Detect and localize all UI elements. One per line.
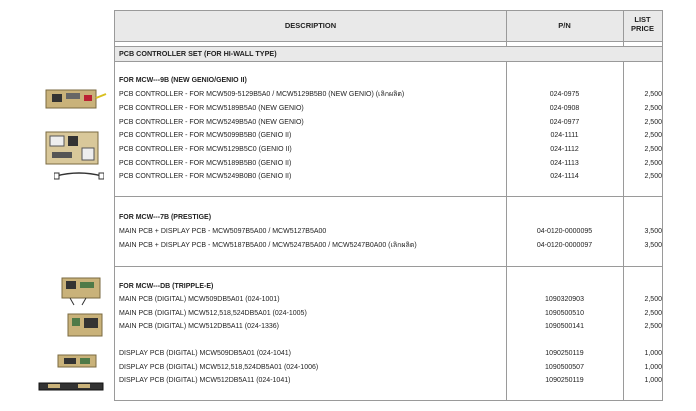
section-band bbox=[115, 46, 662, 62]
group-title-row: FOR MCW---DB (TRIPPLE-E) bbox=[119, 283, 214, 290]
table-row: MAIN PCB (DIGITAL) MCW509DB5A01 (024-1001) 1090320903 2,500 bbox=[119, 296, 662, 303]
product-images bbox=[0, 0, 114, 411]
header-pn: P/N bbox=[558, 21, 571, 30]
table-row: MAIN PCB + DISPLAY PCB - MCW5187B5A00 / MCW5247B5A00 / MCW5247B0A00 (เลิกผลิต) 04-0120-0000097 3,500 bbox=[119, 242, 662, 249]
table-row: DISPLAY PCB (DIGITAL) MCW512DB5A11 (024-1041) 1090250119 1,000 bbox=[119, 377, 662, 384]
display-pcb-image-2 bbox=[38, 380, 104, 392]
price-table bbox=[114, 10, 663, 401]
header-list: LIST bbox=[634, 15, 651, 24]
column-divider bbox=[506, 11, 507, 400]
header-description: DESCRIPTION bbox=[284, 21, 337, 30]
table-row: DISPLAY PCB (DIGITAL) MCW512,518,524DB5A01 (024-1006) 1090500507 1,000 bbox=[119, 364, 662, 371]
table-row: PCB CONTROLLER - FOR MCW5129B5C0 (GENIO II) 024-1112 2,500 bbox=[119, 146, 662, 153]
group-divider bbox=[115, 266, 662, 267]
display-pcb-image bbox=[56, 352, 100, 370]
pcb-controller-image bbox=[44, 86, 108, 114]
pcb-controller-image-2 bbox=[44, 130, 102, 168]
group-title-row: FOR MCW---9B (NEW GENIO/GENIO II) bbox=[119, 77, 247, 84]
table-row: PCB CONTROLLER - FOR MCW509-5129B5A0 / MCW5129B5B0 (NEW GENIO) (เลิกผลิต) 024-0975 2,500 bbox=[119, 91, 662, 98]
table-row: DISPLAY PCB (DIGITAL) MCW509DB5A01 (024-1041) 1090250119 1,000 bbox=[119, 350, 662, 357]
table-row: MAIN PCB (DIGITAL) MCW512,518,524DB5A01 (024-1005) 1090500510 2,500 bbox=[119, 310, 662, 317]
group-title-row: FOR MCW---7B (PRESTIGE) bbox=[119, 214, 212, 221]
table-row: MAIN PCB (DIGITAL) MCW512DB5A11 (024-1336) 1090500141 2,500 bbox=[119, 323, 662, 330]
table-header bbox=[115, 11, 662, 42]
table-row: PCB CONTROLLER - FOR MCW5189B5A0 (NEW GENIO) 024-0908 2,500 bbox=[119, 105, 662, 112]
main-pcb-digital-image-2 bbox=[66, 312, 106, 340]
column-divider bbox=[623, 11, 624, 400]
header-price: PRICE bbox=[631, 24, 654, 33]
table-row: PCB CONTROLLER - FOR MCW5249B0B0 (GENIO II) 024-1114 2,500 bbox=[119, 173, 662, 180]
main-pcb-digital-image bbox=[60, 276, 104, 306]
table-row: PCB CONTROLLER - FOR MCW5189B5B0 (GENIO II) 024-1113 2,500 bbox=[119, 160, 662, 167]
table-row: MAIN PCB + DISPLAY PCB - MCW5097B5A00 / MCW5127B5A00 04-0120-0000095 3,500 bbox=[119, 228, 662, 235]
group-divider bbox=[115, 196, 662, 197]
table-row: PCB CONTROLLER - FOR MCW5249B5A0 (NEW GENIO) 024-0977 2,500 bbox=[119, 119, 662, 126]
section-title: PCB CONTROLLER SET (FOR HI-WALL TYPE) bbox=[119, 49, 277, 58]
cable-image bbox=[54, 170, 104, 182]
table-row: PCB CONTROLLER - FOR MCW5099B5B0 (GENIO II) 024-1111 2,500 bbox=[119, 132, 662, 139]
